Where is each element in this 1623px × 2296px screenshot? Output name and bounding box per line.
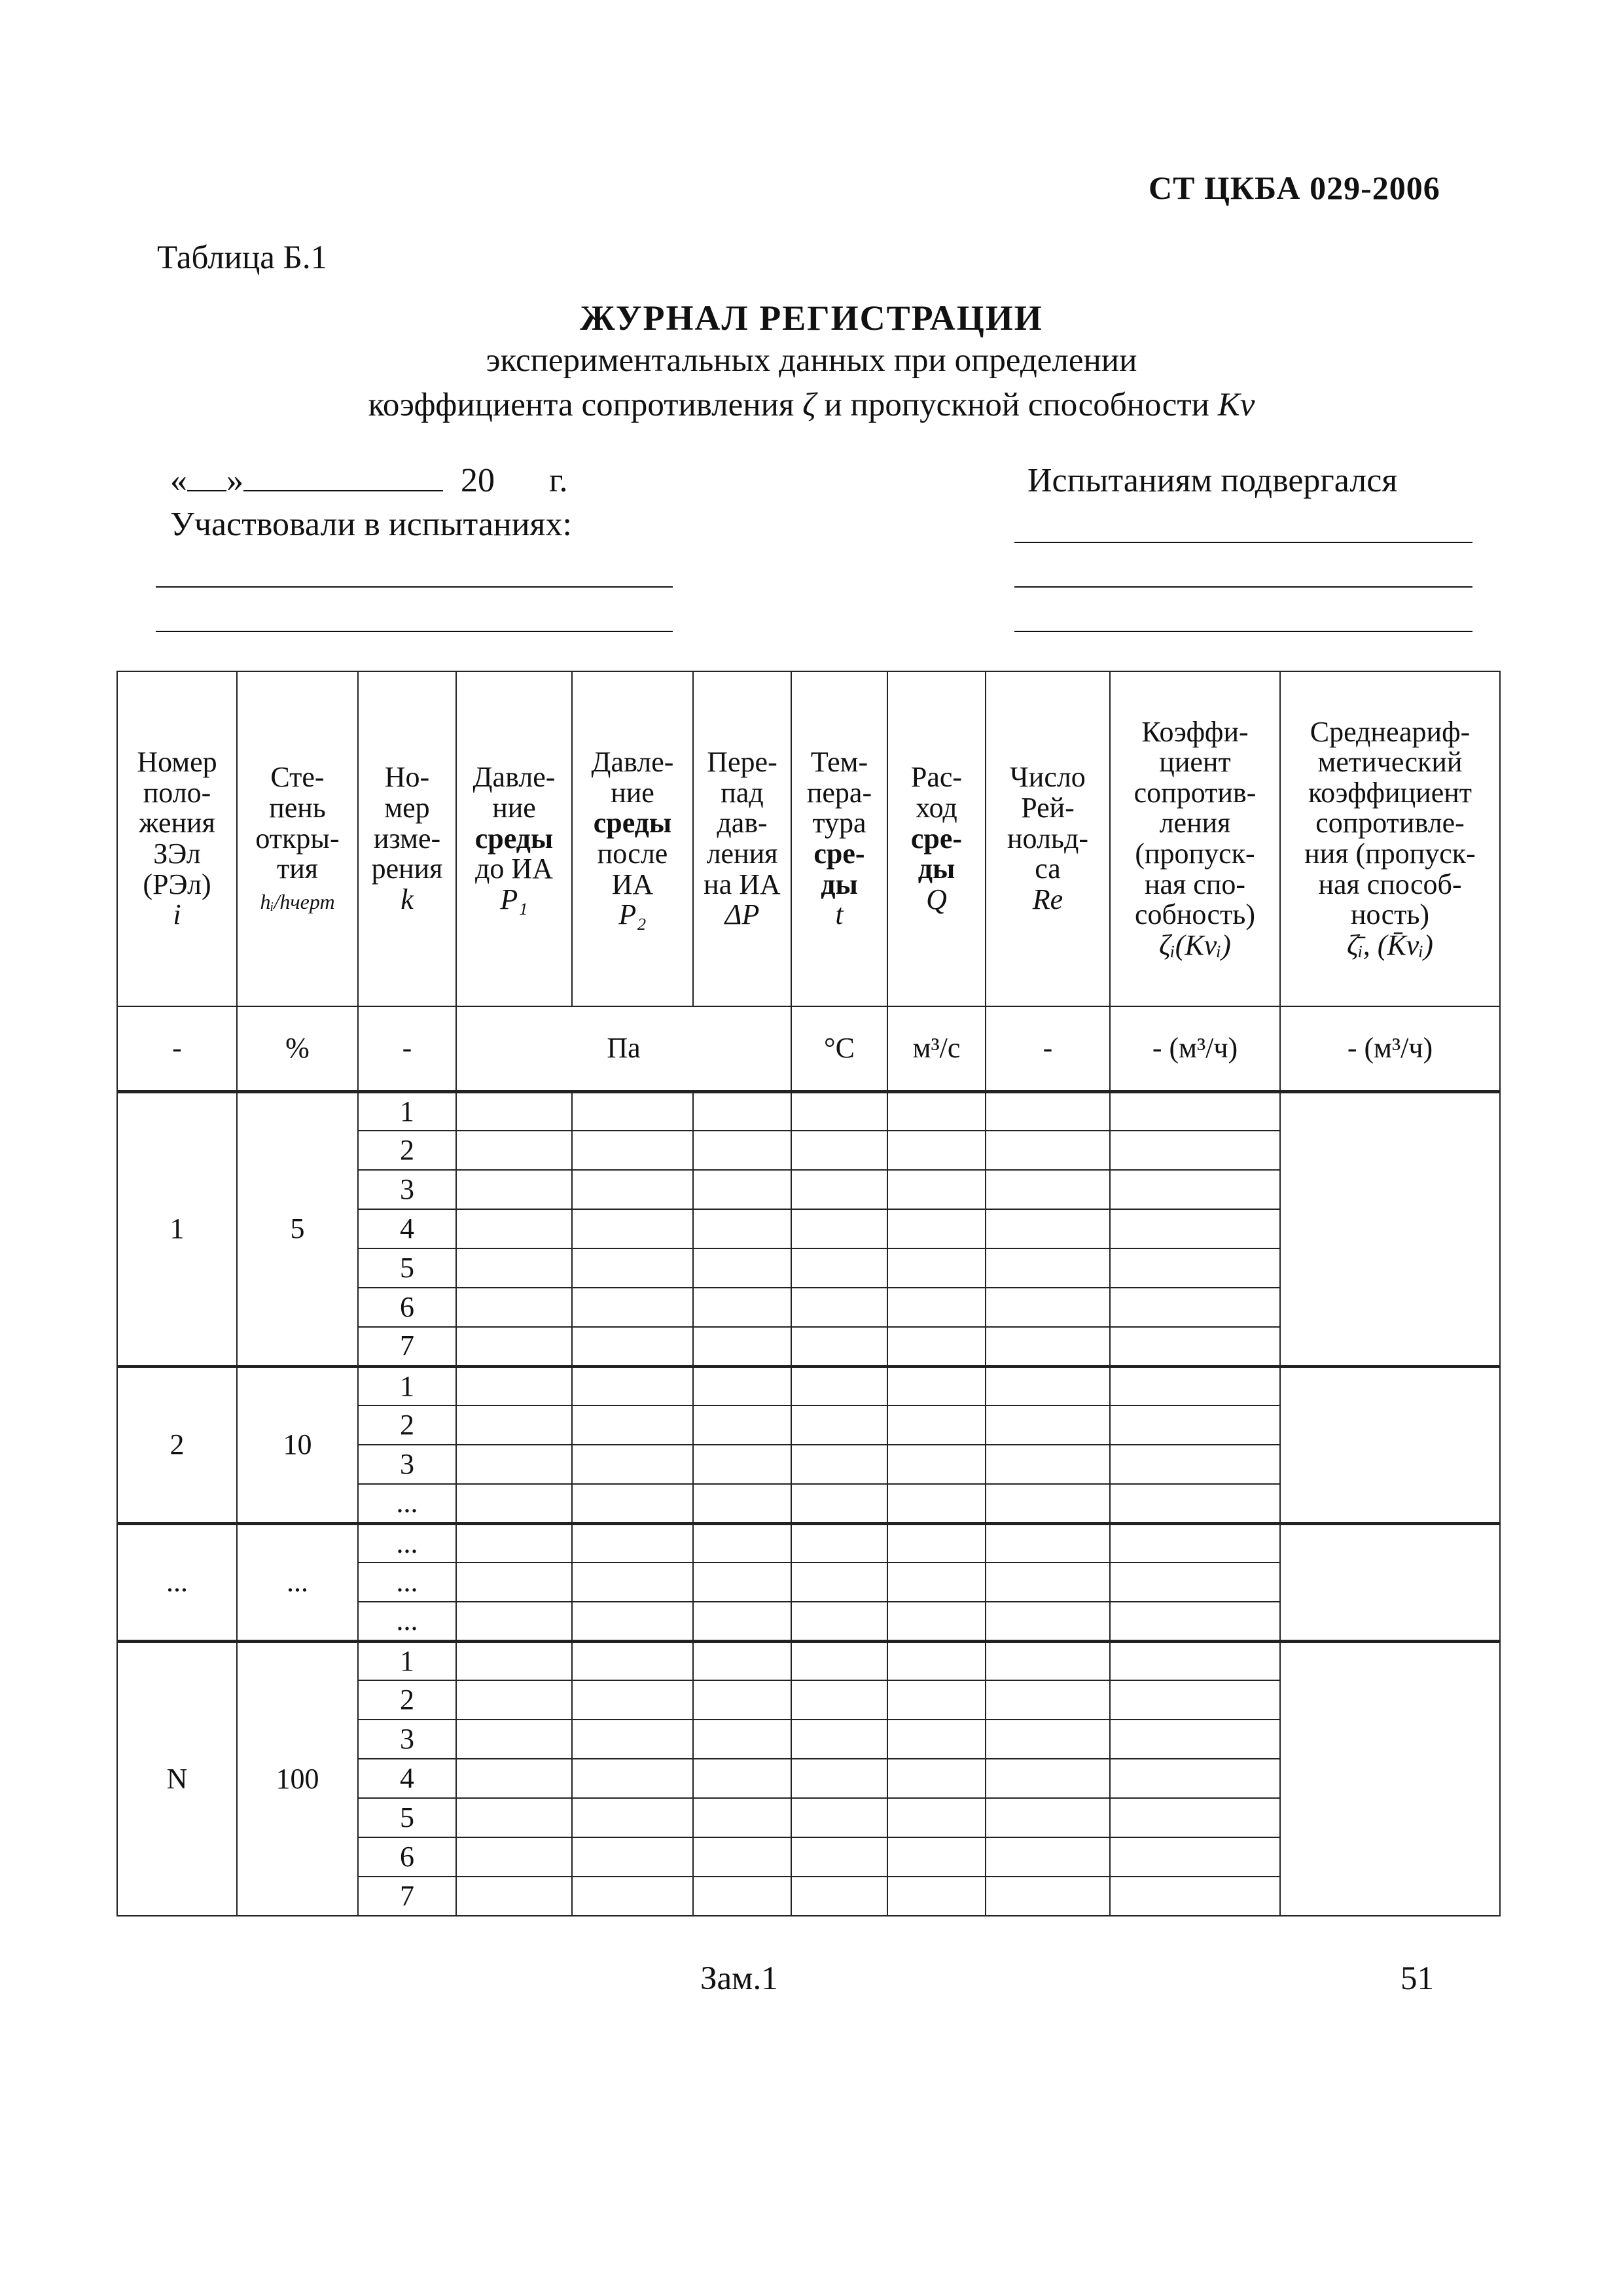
- coef-cell[interactable]: [1110, 1484, 1280, 1523]
- year-prefix: 20: [461, 462, 495, 499]
- p1-cell[interactable]: [456, 1641, 572, 1680]
- unit-reynolds: -: [986, 1006, 1110, 1091]
- temperature-cell[interactable]: [791, 1602, 887, 1641]
- standard-code: СТ ЦКБА 029-2006: [1149, 169, 1440, 206]
- flow-cell[interactable]: [887, 1641, 986, 1680]
- temperature-cell[interactable]: [791, 1131, 887, 1170]
- p1-cell[interactable]: [456, 1837, 572, 1877]
- journal-title: ЖУРНАЛ РЕГИСТРАЦИИ: [580, 298, 1043, 338]
- flow-cell[interactable]: [887, 1445, 986, 1484]
- temperature-cell[interactable]: [791, 1641, 887, 1680]
- table-row: [117, 1523, 1500, 1563]
- col-p1-header: Давле- ние среды до ИА P₁: [456, 671, 572, 1006]
- measurement-number-cell: ...: [358, 1523, 456, 1563]
- measurement-number-cell: 7: [358, 1877, 456, 1916]
- coef-cell[interactable]: [1110, 1798, 1280, 1837]
- measurement-number-cell: 2: [358, 1405, 456, 1445]
- unit-temperature: °С: [791, 1006, 887, 1091]
- dp-cell[interactable]: [693, 1798, 791, 1837]
- col-reynolds-header: Число Рей- нольд- са Re: [986, 671, 1110, 1006]
- p1-cell[interactable]: [456, 1248, 572, 1288]
- reynolds-cell[interactable]: [986, 1327, 1110, 1366]
- dp-cell[interactable]: [693, 1563, 791, 1602]
- subtitle-line-1: экспериментальных данных при определении: [486, 342, 1137, 379]
- units-row: [117, 1006, 1500, 1091]
- measurement-number-cell: 2: [358, 1131, 456, 1170]
- dp-cell[interactable]: [693, 1170, 791, 1209]
- participant-blank-2[interactable]: [156, 631, 673, 632]
- flow-cell[interactable]: [887, 1288, 986, 1327]
- temperature-cell[interactable]: [791, 1248, 887, 1288]
- p1-cell[interactable]: [456, 1484, 572, 1523]
- coef-cell[interactable]: [1110, 1877, 1280, 1916]
- reynolds-cell[interactable]: [986, 1131, 1110, 1170]
- tested-label: Испытаниям подвергался: [1027, 462, 1398, 499]
- flow-cell[interactable]: [887, 1837, 986, 1877]
- measurement-number-cell: 1: [358, 1091, 456, 1131]
- measurement-number-cell: 4: [358, 1209, 456, 1248]
- avg-coef-cell[interactable]: [1280, 1366, 1500, 1523]
- dp-cell[interactable]: [693, 1209, 791, 1248]
- p2-cell[interactable]: [572, 1405, 693, 1445]
- coef-cell[interactable]: [1110, 1405, 1280, 1445]
- p1-cell[interactable]: [456, 1445, 572, 1484]
- dp-cell[interactable]: [693, 1877, 791, 1916]
- flow-cell[interactable]: [887, 1523, 986, 1563]
- p1-cell[interactable]: [456, 1405, 572, 1445]
- flow-cell[interactable]: [887, 1405, 986, 1445]
- temperature-cell[interactable]: [791, 1523, 887, 1563]
- p1-cell[interactable]: [456, 1877, 572, 1916]
- temperature-cell[interactable]: [791, 1209, 887, 1248]
- temperature-cell[interactable]: [791, 1170, 887, 1209]
- reynolds-cell[interactable]: [986, 1877, 1110, 1916]
- p1-cell[interactable]: [456, 1523, 572, 1563]
- tested-blank-3[interactable]: [1014, 631, 1472, 632]
- amendment-label: Зам.1: [700, 1960, 778, 1997]
- unit-opening: %: [237, 1006, 358, 1091]
- p1-cell[interactable]: [456, 1366, 572, 1405]
- dp-cell[interactable]: [693, 1641, 791, 1680]
- p1-cell[interactable]: [456, 1327, 572, 1366]
- tested-blank-2[interactable]: [1014, 586, 1472, 588]
- kv-symbol: Kv: [1217, 387, 1255, 423]
- subtitle-line-2: [0, 386, 1623, 424]
- p2-cell[interactable]: [572, 1248, 693, 1288]
- measurement-number-cell: 6: [358, 1837, 456, 1877]
- avg-coef-cell[interactable]: [1280, 1523, 1500, 1641]
- reynolds-cell[interactable]: [986, 1091, 1110, 1131]
- p2-cell[interactable]: [572, 1170, 693, 1209]
- measurement-number-cell: 5: [358, 1248, 456, 1288]
- reynolds-cell[interactable]: [986, 1484, 1110, 1523]
- flow-cell[interactable]: [887, 1798, 986, 1837]
- dp-cell[interactable]: [693, 1484, 791, 1523]
- measurement-number-cell: 3: [358, 1170, 456, 1209]
- reynolds-cell[interactable]: [986, 1366, 1110, 1405]
- flow-cell[interactable]: [887, 1680, 986, 1720]
- coef-cell[interactable]: [1110, 1131, 1280, 1170]
- p2-cell[interactable]: [572, 1837, 693, 1877]
- dp-cell[interactable]: [693, 1248, 791, 1288]
- p2-cell[interactable]: [572, 1484, 693, 1523]
- p1-cell[interactable]: [456, 1131, 572, 1170]
- coef-cell[interactable]: [1110, 1366, 1280, 1405]
- year-suffix: г.: [549, 462, 568, 499]
- col-p2-header: Давле- ние среды после ИА P₂: [572, 671, 693, 1006]
- reynolds-cell[interactable]: [986, 1523, 1110, 1563]
- p1-cell[interactable]: [456, 1563, 572, 1602]
- coef-cell[interactable]: [1110, 1641, 1280, 1680]
- temperature-cell[interactable]: [791, 1288, 887, 1327]
- col-temp-header: Тем- пера- тура сре- ды t: [791, 671, 887, 1006]
- unit-coef: - (м³/ч): [1110, 1006, 1280, 1091]
- participants-label: Участвовали в испытаниях:: [170, 506, 572, 543]
- p1-cell[interactable]: [456, 1798, 572, 1837]
- temperature-cell[interactable]: [791, 1405, 887, 1445]
- coef-cell[interactable]: [1110, 1523, 1280, 1563]
- registration-table: [116, 671, 1501, 1916]
- temperature-cell[interactable]: [791, 1680, 887, 1720]
- dp-cell[interactable]: [693, 1327, 791, 1366]
- subtitle-and: и пропускной способности: [824, 387, 1209, 423]
- coef-cell[interactable]: [1110, 1209, 1280, 1248]
- flow-cell[interactable]: [887, 1209, 986, 1248]
- month-blank[interactable]: [243, 467, 443, 491]
- unit-measurement: -: [358, 1006, 456, 1091]
- measurement-number-cell: 3: [358, 1720, 456, 1759]
- flow-cell[interactable]: [887, 1720, 986, 1759]
- flow-cell[interactable]: [887, 1877, 986, 1916]
- p2-cell[interactable]: [572, 1602, 693, 1641]
- reynolds-cell[interactable]: [986, 1405, 1110, 1445]
- coef-cell[interactable]: [1110, 1327, 1280, 1366]
- temperature-cell[interactable]: [791, 1366, 887, 1405]
- temperature-cell[interactable]: [791, 1759, 887, 1798]
- measurement-number-cell: 4: [358, 1759, 456, 1798]
- position-cell: 2: [117, 1366, 237, 1523]
- reynolds-cell[interactable]: [986, 1563, 1110, 1602]
- coef-cell[interactable]: [1110, 1602, 1280, 1641]
- flow-cell[interactable]: [887, 1759, 986, 1798]
- p1-cell[interactable]: [456, 1720, 572, 1759]
- flow-cell[interactable]: [887, 1248, 986, 1288]
- temperature-cell[interactable]: [791, 1877, 887, 1916]
- reynolds-cell[interactable]: [986, 1680, 1110, 1720]
- coef-cell[interactable]: [1110, 1759, 1280, 1798]
- flow-cell[interactable]: [887, 1484, 986, 1523]
- participant-blank-1[interactable]: [156, 586, 673, 588]
- p2-cell[interactable]: [572, 1877, 693, 1916]
- measurement-number-cell: 1: [358, 1641, 456, 1680]
- p1-cell[interactable]: [456, 1680, 572, 1720]
- table-row: [117, 1366, 1500, 1405]
- temperature-cell[interactable]: [791, 1484, 887, 1523]
- flow-cell[interactable]: [887, 1327, 986, 1366]
- dp-cell[interactable]: [693, 1602, 791, 1641]
- temperature-cell[interactable]: [791, 1837, 887, 1877]
- dp-cell[interactable]: [693, 1837, 791, 1877]
- table-row: [117, 1641, 1500, 1680]
- page-number: 51: [1400, 1960, 1434, 1997]
- flow-cell[interactable]: [887, 1131, 986, 1170]
- dp-cell[interactable]: [693, 1720, 791, 1759]
- position-cell: N: [117, 1641, 237, 1916]
- reynolds-cell[interactable]: [986, 1602, 1110, 1641]
- p2-cell[interactable]: [572, 1209, 693, 1248]
- p2-cell[interactable]: [572, 1759, 693, 1798]
- flow-cell[interactable]: [887, 1091, 986, 1131]
- temperature-cell[interactable]: [791, 1091, 887, 1131]
- tested-blank-1[interactable]: [1014, 542, 1472, 543]
- dp-cell[interactable]: [693, 1131, 791, 1170]
- reynolds-cell[interactable]: [986, 1641, 1110, 1680]
- p2-cell[interactable]: [572, 1680, 693, 1720]
- reynolds-cell[interactable]: [986, 1170, 1110, 1209]
- coef-cell[interactable]: [1110, 1563, 1280, 1602]
- opening-cell: ...: [237, 1523, 358, 1641]
- col-dp-header: Пере- пад дав- ления на ИА ΔP: [693, 671, 791, 1006]
- reynolds-cell[interactable]: [986, 1759, 1110, 1798]
- reynolds-cell[interactable]: [986, 1248, 1110, 1288]
- coef-cell[interactable]: [1110, 1680, 1280, 1720]
- p1-cell[interactable]: [456, 1759, 572, 1798]
- reynolds-cell[interactable]: [986, 1837, 1110, 1877]
- date-line: [170, 461, 567, 500]
- measurement-number-cell: 2: [358, 1680, 456, 1720]
- reynolds-cell[interactable]: [986, 1720, 1110, 1759]
- measurement-number-cell: ...: [358, 1602, 456, 1641]
- coef-cell[interactable]: [1110, 1837, 1280, 1877]
- dp-cell[interactable]: [693, 1759, 791, 1798]
- p1-cell[interactable]: [456, 1091, 572, 1131]
- measurement-number-cell: 1: [358, 1366, 456, 1405]
- p1-cell[interactable]: [456, 1170, 572, 1209]
- reynolds-cell[interactable]: [986, 1288, 1110, 1327]
- position-cell: ...: [117, 1523, 237, 1641]
- col-opening-header: Сте- пень откры- тия hᵢ/hчерт: [237, 671, 358, 1006]
- measurement-number-cell: 3: [358, 1445, 456, 1484]
- p2-cell[interactable]: [572, 1523, 693, 1563]
- subtitle-text: коэффициента сопротивления: [368, 387, 794, 423]
- coef-cell[interactable]: [1110, 1170, 1280, 1209]
- col-measurement-header: Но- мер изме- рения k: [358, 671, 456, 1006]
- reynolds-cell[interactable]: [986, 1445, 1110, 1484]
- reynolds-cell[interactable]: [986, 1209, 1110, 1248]
- p2-cell[interactable]: [572, 1563, 693, 1602]
- col-avg-coef-header: Среднеариф- метический коэффициент сопротивле- ния (пропуск- ная способ- ность) ζ̄ᵢ, (K̄vᵢ): [1280, 671, 1500, 1006]
- p2-cell[interactable]: [572, 1091, 693, 1131]
- temperature-cell[interactable]: [791, 1327, 887, 1366]
- unit-avg-coef: - (м³/ч): [1280, 1006, 1500, 1091]
- p1-cell[interactable]: [456, 1288, 572, 1327]
- dp-cell[interactable]: [693, 1445, 791, 1484]
- avg-coef-cell[interactable]: [1280, 1641, 1500, 1916]
- p2-cell[interactable]: [572, 1288, 693, 1327]
- coef-cell[interactable]: [1110, 1288, 1280, 1327]
- measurement-number-cell: ...: [358, 1484, 456, 1523]
- p2-cell[interactable]: [572, 1366, 693, 1405]
- dp-cell[interactable]: [693, 1405, 791, 1445]
- position-cell: 1: [117, 1091, 237, 1366]
- p2-cell[interactable]: [572, 1131, 693, 1170]
- temperature-cell[interactable]: [791, 1720, 887, 1759]
- measurement-number-cell: ...: [358, 1563, 456, 1602]
- measurement-number-cell: 7: [358, 1327, 456, 1366]
- p1-cell[interactable]: [456, 1602, 572, 1641]
- col-flow-header: Рас- ход сре- ды Q: [887, 671, 986, 1006]
- p2-cell[interactable]: [572, 1798, 693, 1837]
- unit-flow: м³/с: [887, 1006, 986, 1091]
- p1-cell[interactable]: [456, 1209, 572, 1248]
- date-quote-close: »: [226, 462, 243, 499]
- col-position-header: Номер поло- жения ЗЭл (РЭл) i: [117, 671, 237, 1006]
- reynolds-cell[interactable]: [986, 1798, 1110, 1837]
- unit-pressure: Па: [456, 1006, 791, 1091]
- p2-cell[interactable]: [572, 1445, 693, 1484]
- col-coef-header: Коэффи- циент сопротив- ления (пропуск- ная спо- собность) ζᵢ(Kvᵢ): [1110, 671, 1280, 1006]
- flow-cell[interactable]: [887, 1602, 986, 1641]
- coef-cell[interactable]: [1110, 1248, 1280, 1288]
- coef-cell[interactable]: [1110, 1091, 1280, 1131]
- opening-cell: 5: [237, 1091, 358, 1366]
- table-label: Таблица Б.1: [157, 239, 328, 276]
- dp-cell[interactable]: [693, 1680, 791, 1720]
- flow-cell[interactable]: [887, 1366, 986, 1405]
- temperature-cell[interactable]: [791, 1798, 887, 1837]
- dp-cell[interactable]: [693, 1288, 791, 1327]
- dp-cell[interactable]: [693, 1523, 791, 1563]
- p2-cell[interactable]: [572, 1641, 693, 1680]
- flow-cell[interactable]: [887, 1563, 986, 1602]
- coef-cell[interactable]: [1110, 1720, 1280, 1759]
- p2-cell[interactable]: [572, 1720, 693, 1759]
- opening-cell: 10: [237, 1366, 358, 1523]
- zeta-symbol: ζ: [802, 387, 816, 423]
- table-row: [117, 1091, 1500, 1131]
- flow-cell[interactable]: [887, 1170, 986, 1209]
- p2-cell[interactable]: [572, 1327, 693, 1366]
- temperature-cell[interactable]: [791, 1563, 887, 1602]
- opening-cell: 100: [237, 1641, 358, 1916]
- dp-cell[interactable]: [693, 1091, 791, 1131]
- day-blank[interactable]: [187, 467, 226, 491]
- measurement-number-cell: 6: [358, 1288, 456, 1327]
- date-quote-open: «: [170, 462, 187, 499]
- temperature-cell[interactable]: [791, 1445, 887, 1484]
- coef-cell[interactable]: [1110, 1445, 1280, 1484]
- avg-coef-cell[interactable]: [1280, 1091, 1500, 1366]
- header-row: [117, 671, 1500, 1006]
- measurement-number-cell: 5: [358, 1798, 456, 1837]
- unit-position: -: [117, 1006, 237, 1091]
- dp-cell[interactable]: [693, 1366, 791, 1405]
